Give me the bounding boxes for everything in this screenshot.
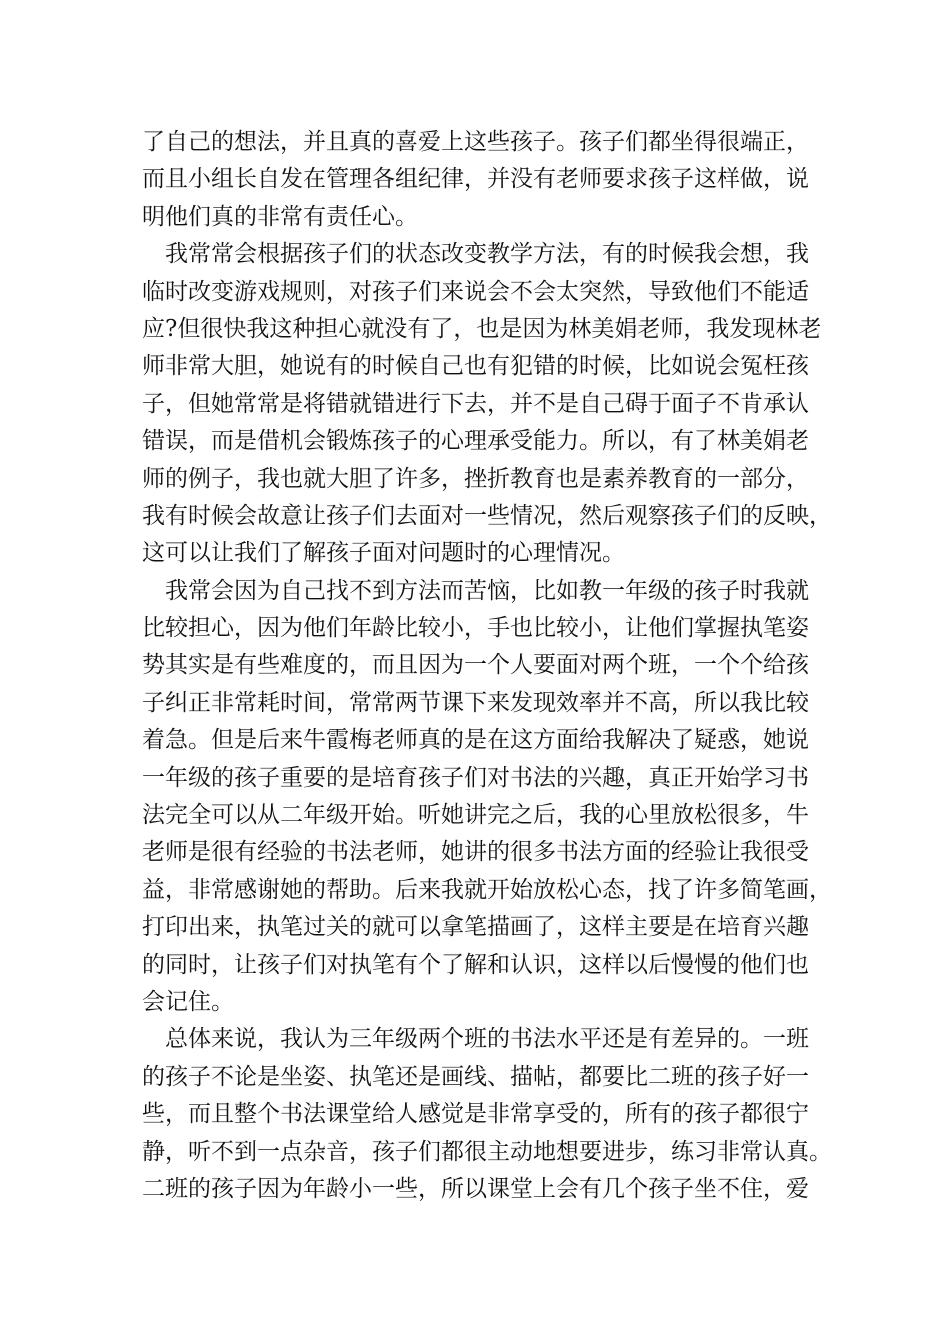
text-line: 总体来说，我认为三年级两个班的书法水平还是有差异的。一班 [165,1026,809,1053]
text-line: 我常会因为自己找不到方法而苦恼，比如教一年级的孩子时我就 [165,577,809,604]
text-line: 了自己的想法，并且真的喜爱上这些孩子。孩子们都坐得很端正， [142,129,809,155]
text-line: 法完全可以从二年级开始。听她讲完之后，我的心里放松很多，牛 [142,802,809,829]
text-line: 势其实是有些难度的，而且因为一个人要面对两个班，一个个给孩 [142,652,809,679]
text-line: 我有时候会故意让孩子们去面对一些情况，然后观察孩子们的反映， [142,502,832,529]
text-line: 而且小组长自发在管理各组纪律，并没有老师要求孩子这样做，说 [142,166,809,193]
paragraph [142,573,832,1022]
text-line: 错误，而是借机会锻炼孩子的心理承受能力。所以，有了林美娟老 [142,428,809,455]
text-line: 的孩子不论是坐姿、执笔还是画线、描帖，都要比二班的孩子好一 [142,1063,809,1090]
text-line: 我常常会根据孩子们的状态改变教学方法，有的时候我会想，我 [165,241,809,268]
document-body [142,124,832,1208]
text-line: 些，而且整个书法课堂给人感觉是非常享受的，所有的孩子都很宁 [142,1101,809,1128]
text-line: 着急。但是后来牛霞梅老师真的是在这方面给我解决了疑惑，她说 [142,727,809,754]
text-line: 会记住。 [142,988,234,1015]
text-line: 益，非常感谢她的帮助。后来我就开始放松心态，找了许多简笔画， [142,876,832,903]
text-line: 这可以让我们了解孩子面对问题时的心理情况。 [142,540,625,567]
paragraph [142,236,832,573]
text-line: 一年级的孩子重要的是培育孩子们对书法的兴趣，真正开始学习书 [142,764,809,791]
text-line: 子纠正非常耗时间，常常两节课下来发现效率并不高，所以我比较 [142,689,809,716]
text-line: 打印出来，执笔过关的就可以拿笔描画了，这样主要是在培育兴趣 [142,914,809,941]
text-line: 二班的孩子因为年龄小一些，所以课堂上会有几个孩子坐不住，爱 [142,1175,809,1202]
paragraph [142,124,832,236]
text-line: 静，听不到一点杂音，孩子们都很主动地想要进步，练习非常认真。 [142,1138,832,1165]
text-line: 应?但很快我这种担心就没有了，也是因为林美娟老师，我发现林老 [142,315,822,342]
text-line: 临时改变游戏规则，对孩子们来说会不会太突然，导致他们不能适 [142,278,809,305]
text-line: 的同时，让孩子们对执笔有个了解和认识，这样以后慢慢的他们也 [142,951,809,978]
text-line: 老师是很有经验的书法老师，她讲的很多书法方面的经验让我很受 [142,839,809,866]
text-line: 子，但她常常是将错就错进行下去，并不是自己碍于面子不肯承认 [142,390,809,417]
text-line: 师的例子，我也就大胆了许多，挫折教育也是素养教育的一部分， [142,465,809,492]
text-line: 师非常大胆，她说有的时候自己也有犯错的时候，比如说会冤枉孩 [142,353,809,380]
paragraph [142,1021,832,1208]
text-line: 明他们真的非常有责任心。 [142,203,418,230]
text-line: 比较担心，因为他们年龄比较小，手也比较小，让他们掌握执笔姿 [142,615,809,642]
